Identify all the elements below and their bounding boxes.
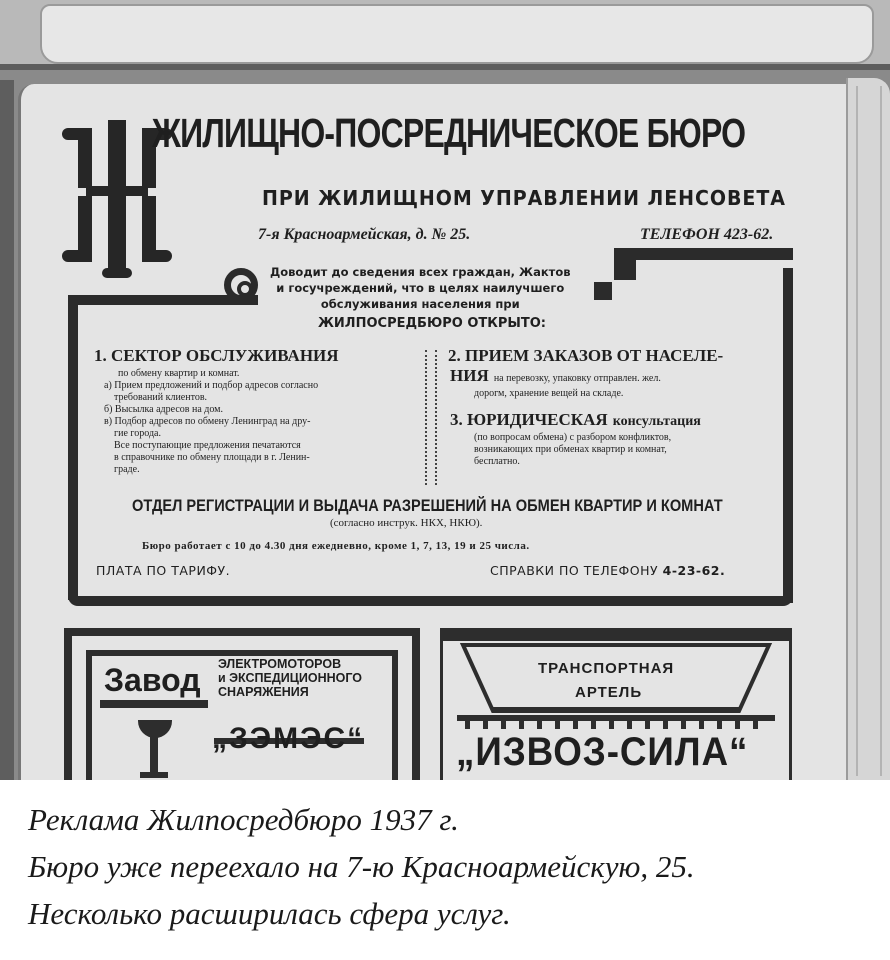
sector3-heading: 3. ЮРИДИЧЕСКАЯ	[450, 410, 608, 429]
sector3-line: (по вопросам обмена) с разбором конфликтов,	[474, 432, 672, 443]
frame-top-right	[614, 248, 793, 260]
sector1-line: в справочнике по обмену площади в г. Ленин-	[114, 452, 310, 463]
sector1-line: в) Подбор адресов по обмену Ленинград на дру-	[104, 416, 311, 427]
izvoz-line1: ТРАНСПОРТНАЯ	[538, 660, 675, 677]
sector1-text	[104, 368, 318, 476]
page-stack-edge	[846, 78, 890, 780]
sector2-line	[450, 366, 661, 386]
sector1-line: Все поступающие предложения печатаются	[114, 440, 301, 451]
sector1-line: гие города.	[114, 428, 161, 439]
zavod-sub-line: СНАРЯЖЕНИЯ	[218, 685, 309, 699]
frame-bottom	[68, 596, 793, 606]
sector3-line: бесплатно.	[474, 456, 520, 467]
izvoz-line2: АРТЕЛЬ	[575, 684, 643, 701]
frame-right	[783, 268, 793, 603]
sector2-text: на перевозку, упаковку отправлен. жел.	[493, 373, 661, 384]
intro-line: Доводит до сведения всех граждан, Жактов	[270, 265, 571, 279]
sector2-text2: дорогм, хранение вещей на складе.	[474, 388, 624, 399]
ad-phone: ТЕЛЕФОН 423-62.	[640, 226, 774, 243]
sector3-text	[474, 432, 671, 468]
sector1-line: а) Прием предложений и подбор адресов согласно	[104, 380, 319, 391]
ad-address: 7-я Красноармейская, д. № 25.	[258, 226, 471, 243]
working-hours: Бюро работает с 10 до 4.30 дня ежедневно, кроме 1, 7, 13, 19 и 25 числа.	[142, 540, 530, 552]
zavod-ad-frame	[64, 628, 420, 780]
sector2-heading: 2. ПРИЕМ ЗАКАЗОВ ОТ НАСЕЛЕ-	[448, 346, 724, 365]
intro-line: обслуживания населения при	[320, 297, 520, 311]
intro-line: и госучреждений, что в целях наилучшего	[276, 281, 565, 295]
caption-line: Реклама Жилпосредбюро 1937 г.	[28, 802, 459, 837]
izvoz-name: „ИЗВОЗ-СИЛА“	[456, 730, 749, 774]
zavod-sub-line: ЭЛЕКТРОМОТОРОВ	[218, 657, 342, 671]
department-line: ОТДЕЛ РЕГИСТРАЦИИ И ВЫДАЧА РАЗРЕШЕНИЙ НА ОБМЕН КВАРТИР И КОМНАТ	[132, 496, 723, 515]
sector1-heading: 1. СЕКТОР ОБСЛУЖИВАНИЯ	[94, 346, 339, 365]
fee-line: ПЛАТА ПО ТАРИФУ.	[96, 563, 231, 578]
zavod-word: Завод	[104, 662, 201, 698]
column-divider	[425, 350, 437, 485]
frame-top-left	[68, 295, 258, 305]
ad-subtitle: ПРИ ЖИЛИЩНОМ УПРАВЛЕНИИ ЛЕНСОВЕТА	[262, 186, 786, 210]
info-number: 4-23-62.	[662, 563, 726, 578]
previous-page-sheet	[0, 0, 890, 70]
zavod-sub-line: и ЭКСПЕДИЦИОННОГО	[218, 671, 363, 685]
info-line	[490, 563, 725, 578]
previous-page-card	[40, 4, 874, 64]
open-line: ЖИЛПОСРЕДБЮРО ОТКРЫТО:	[318, 316, 546, 331]
caption-line: Несколько расширилась сфера услуг.	[28, 896, 511, 931]
sector3-line: возникающих при обменах квартир и комнат,	[474, 444, 667, 455]
department-note: (согласно инструк. НКХ, НКЮ).	[330, 517, 483, 529]
page-edge-shadow	[0, 64, 890, 70]
zems-name: „ЗЭМЭС“	[212, 722, 365, 755]
sector1-line: граде.	[114, 464, 140, 475]
caption-line: Бюро уже переехало на 7-ю Красноармейскую, 25.	[28, 849, 695, 884]
sector1-line: требований клиентов.	[114, 392, 208, 403]
frame-left	[68, 300, 78, 600]
ad-intro	[270, 264, 571, 312]
frame-step-ornament	[594, 282, 612, 300]
sector1-line: по обмену квартир и комнат.	[118, 368, 240, 379]
frame-step-ornament	[614, 260, 636, 280]
sector1-line: б) Высылка адресов на дом.	[104, 404, 223, 415]
sector3-heading-line	[450, 410, 701, 430]
info-label: СПРАВКИ ПО ТЕЛЕФОНУ	[490, 563, 659, 578]
zavod-subtitle	[218, 657, 362, 699]
sector2-heading-cont: НИЯ	[450, 366, 489, 385]
ad-title: ЖИЛИЩНО-ПОСРЕДНИЧЕСКОЕ БЮРО	[152, 110, 746, 156]
binding-shadow	[0, 80, 14, 780]
photo-caption	[28, 796, 695, 937]
sector3-heading-small: консультация	[612, 414, 701, 429]
